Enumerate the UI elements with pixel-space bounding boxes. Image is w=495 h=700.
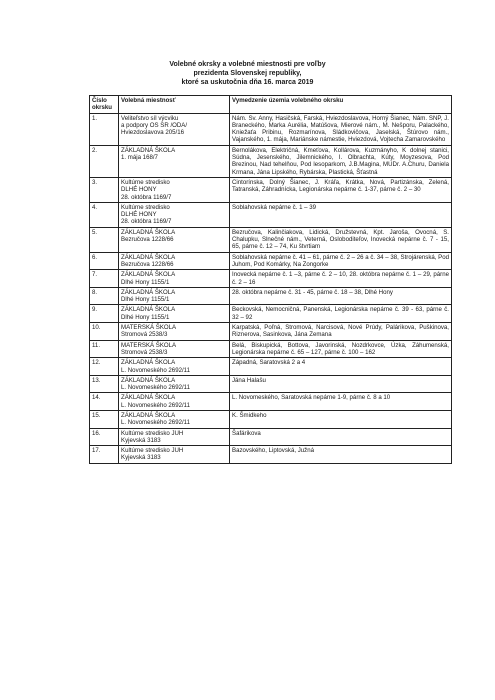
polling-station-line: Bezručova 1228/66 [121, 260, 174, 268]
polling-station [119, 252, 230, 270]
polling-station-line: DLHÉ HONY [121, 186, 157, 194]
district-number: 4. [90, 202, 119, 227]
polling-station-line: ZÁKLADNÁ ŠKOLA [121, 253, 176, 261]
district-number: 1. [90, 113, 119, 145]
polling-station [119, 340, 230, 358]
district-number: 10. [90, 323, 119, 341]
polling-station [119, 145, 230, 177]
polling-station-line: ZÁKLADNÁ ŠKOLA [121, 288, 176, 296]
polling-station-line: Stromová 2538/3 [121, 348, 168, 356]
polling-station-line: ZÁKLADNÁ ŠKOLA [121, 271, 176, 279]
title-line-2: prezidenta Slovenskej republiky, [193, 70, 302, 77]
title-line-3: ktoré sa uskutočnia dňa 16. marca 2019 [181, 79, 314, 86]
polling-station [119, 393, 230, 411]
table-row [90, 305, 452, 323]
district-area: Nám. Sv. Anny, Hasičská, Farská, Hviezdoslavova, Horný Šianec, Nám. SNP, J. Braneckého, Marka Aurélia, Matúšova, Mierové nám., M. Nešporu, Palackého, Kniežaťa Pribinu, Rozmarínova, Sládkovičova, Jaselská, Štúrovo nám., Vajanského, 1. mája, Mariánske námestie, Hviezdová, Vojtecha Zamarovského [230, 113, 452, 145]
polling-station-line: Dlhé Hony 1155/1 [121, 296, 170, 304]
district-area: L. Novomeského, Saratovská nepárne 1-9, párne č. 8 a 10 [230, 393, 452, 411]
polling-station-line: Kyjevská 3183 [121, 454, 161, 462]
district-area: Cintorínska, Dolný Šianec, J. Kráľa, Krátka, Nová, Partizánska, Zelená, Tatranská, Záhradnícka, Legionárska nepárne č. 1-37, párne č. 2 – 30 [230, 177, 452, 202]
table-header-row [90, 96, 452, 114]
district-area: Bezručova, Kalinčiakova, Lidická, Družstevná, Kpt. Jaroša, Ovocná, S. Chalupku, Slnečné nám., Veterná, Osloboditeľov, Inovecká nepárne č. 7 - 15, 65, párne č. 12 – 74, Ku štvrtiam [230, 227, 452, 252]
table-row [90, 323, 452, 341]
district-number: 17. [90, 446, 119, 464]
table-row [90, 446, 452, 464]
polling-station-line: Kultúrne stredisko [121, 203, 170, 211]
district-number: 6. [90, 252, 119, 270]
polling-station-line: L. Novomeského 2692/11 [121, 401, 190, 409]
polling-station-line: Dlhé Hony 1155/1 [121, 313, 170, 321]
district-number: 13. [90, 375, 119, 393]
polling-station-line: a podpory OS SR /ODA/ [121, 121, 188, 129]
polling-station-line: Hviezdoslavova 205/16 [121, 129, 185, 137]
polling-station-line: ZÁKLADNÁ ŠKOLA [121, 359, 176, 367]
district-area: 28. októbra nepárne č. 31 - 45, párne č. 18 – 38, Dlhé Hony [230, 287, 452, 305]
polling-districts-table [89, 95, 452, 464]
polling-station-line: ZÁKLADNÁ ŠKOLA [121, 146, 176, 154]
district-area: Soblahovská nepárne č. 41 – 61, párne č. 2 – 26 a č. 34 – 38, Strojárenská, Pod Juhom, Pod Komárky, Na Zongorke [230, 252, 452, 270]
table-row [90, 287, 452, 305]
polling-station-line: Dlhé Hony 1155/1 [121, 278, 170, 286]
district-number: 14. [90, 393, 119, 411]
polling-station-line: 28. októbra 1169/7 [121, 218, 172, 226]
polling-station-line: MATERSKÁ ŠKOLA [121, 324, 177, 332]
table-row [90, 145, 452, 177]
district-number: 3. [90, 177, 119, 202]
district-area: K. Šmidkeho [230, 410, 452, 428]
polling-station-line: ZÁKLADNÁ ŠKOLA [121, 228, 176, 236]
document-title [0, 60, 495, 87]
polling-station [119, 287, 230, 305]
polling-station-line: ZÁKLADNÁ ŠKOLA [121, 394, 176, 402]
district-number: 15. [90, 410, 119, 428]
header-district-area: Vymedzenie územia volebného okrsku [230, 96, 452, 114]
table-row [90, 227, 452, 252]
polling-station-line: L. Novomeského 2692/11 [121, 419, 190, 427]
polling-station [119, 305, 230, 323]
table-row [90, 428, 452, 446]
district-number: 16. [90, 428, 119, 446]
polling-station [119, 428, 230, 446]
district-area: Belá, Biskupická, Bottova, Javorinská, Nozdrkovce, Úzka, Záhumenská, Legionárska nepárne č. 65 – 127, párne č. 100 – 162 [230, 340, 452, 358]
polling-station-line: L. Novomeského 2692/11 [121, 366, 190, 374]
polling-station [119, 227, 230, 252]
table-row [90, 358, 452, 376]
district-area: Soblahovská nepárne č. 1 – 39 [230, 202, 452, 227]
polling-station [119, 270, 230, 288]
polling-station-line: Kultúrne stredisko JUH [121, 429, 184, 437]
district-area: Karpatská, Poľná, Stromová, Narcisová, Nové Prúdy, Palárikova, Puškinova, Riznerova, Sasinkova, Jána Zemana [230, 323, 452, 341]
polling-station-line: 28. októbra 1169/7 [121, 193, 172, 201]
polling-station-line: Kultúrne stredisko [121, 178, 170, 186]
table-row [90, 177, 452, 202]
header-polling-station: Volebná miestnosť [119, 96, 230, 114]
polling-station [119, 323, 230, 341]
district-area: Inovecká nepárne č. 1 –3, párne č. 2 – 10, 28. októbra nepárne č. 1 – 29, párne č. 2 – 16 [230, 270, 452, 288]
district-number: 7. [90, 270, 119, 288]
table-row [90, 375, 452, 393]
district-area: Šafárikova [230, 428, 452, 446]
district-area: Bernolákova, Električná, Kmeťova, Kollárova, Kuzmányho, K dolnej stanici, Súdna, Jesenského, Jilemnického, I. Olbrachta, Kúty, Moyzesova, Pod Brezinou, Nad tehelňou, Pod lesoparkom, J.B.Magina, MUDr. A.Churu, Daniela Krmana, Jána Lipského, Rybárska, Plastická, Šťastná [230, 145, 452, 177]
table-row [90, 252, 452, 270]
polling-station [119, 410, 230, 428]
table-row [90, 270, 452, 288]
district-area: Beckovská, Nemocničná, Panenská, Legionárska nepárne č. 39 - 63, párne č. 32 – 92 [230, 305, 452, 323]
polling-station-line: MATERSKÁ ŠKOLA [121, 341, 177, 349]
polling-station [119, 113, 230, 145]
polling-station-line: ZÁKLADNÁ ŠKOLA [121, 411, 176, 419]
title-line-1: Volebné okrsky a volebné miestnosti pre voľby [169, 61, 326, 68]
polling-station-line: L. Novomeského 2692/11 [121, 384, 190, 392]
polling-station [119, 446, 230, 464]
district-number: 12. [90, 358, 119, 376]
table-body [90, 113, 452, 463]
table-row [90, 393, 452, 411]
polling-station-line: Stromová 2538/3 [121, 331, 168, 339]
polling-station [119, 202, 230, 227]
polling-station [119, 177, 230, 202]
polling-station-line: ZÁKLADNÁ ŠKOLA [121, 306, 176, 314]
table-row [90, 202, 452, 227]
polling-station-line: DLHÉ HONY [121, 211, 157, 219]
polling-station [119, 375, 230, 393]
district-number: 2. [90, 145, 119, 177]
polling-station-line: Bezručova 1228/66 [121, 236, 174, 244]
district-number: 8. [90, 287, 119, 305]
header-district-number: Číslo okrsku [90, 96, 119, 114]
table-row [90, 410, 452, 428]
district-area: Západná, Saratovská 2 a 4 [230, 358, 452, 376]
district-number: 9. [90, 305, 119, 323]
district-area: Bazovského, Liptovská, Južná [230, 446, 452, 464]
table-row [90, 340, 452, 358]
polling-station-line: 1. mája 168/7 [121, 154, 158, 162]
district-number: 11. [90, 340, 119, 358]
polling-station-line: Kyjevská 3183 [121, 436, 161, 444]
polling-station [119, 358, 230, 376]
polling-station-line: Veliteľstvo síl výcviku [121, 114, 179, 122]
district-area: Jána Halašu [230, 375, 452, 393]
polling-station-line: Kultúrne stredisko JUH [121, 447, 184, 455]
table-row [90, 113, 452, 145]
district-number: 5. [90, 227, 119, 252]
polling-station-line: ZÁKLADNÁ ŠKOLA [121, 376, 176, 384]
